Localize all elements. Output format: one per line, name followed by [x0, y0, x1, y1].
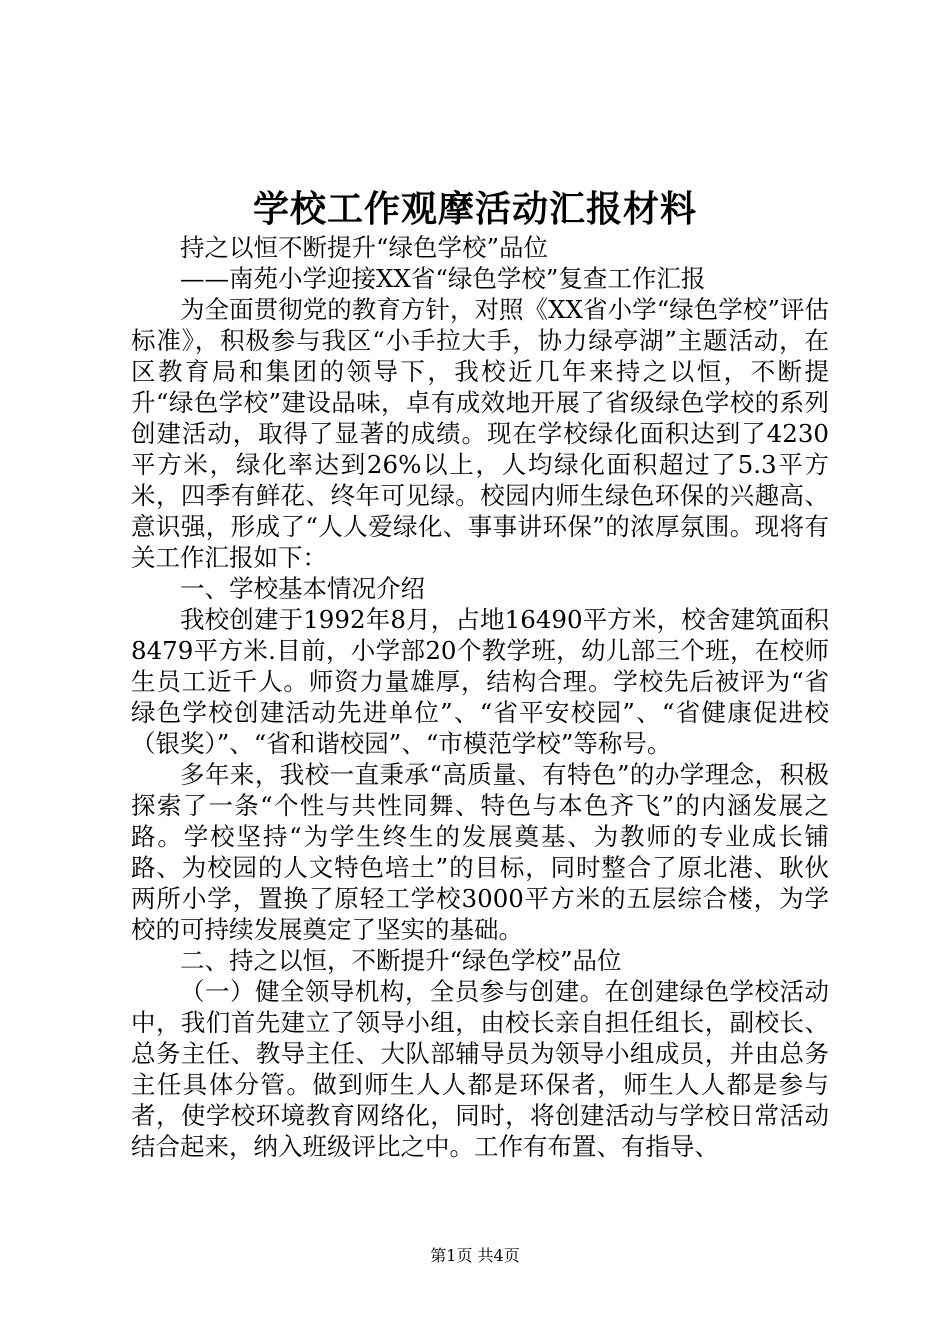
section-heading-2: 二、持之以恒，不断提升“绿色学校”品位 [180, 946, 622, 975]
page-number-footer: 第1页 共4页 [430, 1246, 520, 1265]
subtitle-line: 持之以恒不断提升“绿色学校”品位 [180, 233, 549, 262]
paragraph-leadership: （一）健全领导机构，全员参与创建。在创建绿色学校活动中，我们首先建立了领导小组，由校长亲自担任组长，副校长、总务主任、教导主任、大队部辅导员为领导小组成员，并由总务主任具体分管。做到师生人人都是环保者，师生人人都是参与者，使学校环境教育网络化，同时，将创建活动与学校日常活动结合起来，纳入班级评比之中。工作有布置、有指导、 [131, 977, 829, 1161]
document-body [131, 232, 829, 1162]
paragraph-school-info: 我校创建于1992年8月，占地16490平方米，校舍建筑面积8479平方米.目前，小学部20个教学班，幼儿部三个班，在校师生员工近千人。师资力量雄厚，结构合理。学校先后被评为“省绿色学校创建活动先进单位”、“省平安校园”、“省健康促进校（银奖）”、“省和谐校园”、“市模范学校”等称号。 [131, 605, 829, 758]
document-title: 学校工作观摩活动汇报材料 [252, 188, 697, 230]
paragraph-school-philosophy: 多年来，我校一直秉承“高质量、有特色”的办学理念，积极探索了一条“个性与共性同舞、特色与本色齐飞”的内涵发展之路。学校坚持“为学生终生的发展奠基、为教师的专业成长铺路、为校园的人文特色培土”的目标，同时整合了原北港、耿伙两所小学，置换了原轻工学校3000平方米的五层综合楼，为学校的可持续发展奠定了坚实的基础。 [131, 760, 829, 944]
paragraph-intro: 为全面贯彻党的教育方针，对照《XX省小学“绿色学校”评估标准》，积极参与我区“小手拉大手，协力绿亭湖”主题活动，在区教育局和集团的领导下，我校近几年来持之以恒，不断提升“绿色学校”建设品味，卓有成效地开展了省级绿色学校的系列创建活动，取得了显著的成绩。现在学校绿化面积达到了4230平方米，绿化率达到26%以上，人均绿化面积超过了5.3平方米，四季有鲜花、终年可见绿。校园内师生绿色环保的兴趣高、意识强，形成了“人人爱绿化、事事讲环保”的浓厚氛围。现将有关工作汇报如下： [131, 295, 829, 572]
section-heading-1: 一、学校基本情况介绍 [180, 574, 425, 603]
subtitle-byline: ——南苑小学迎接XX省“绿色学校”复查工作汇报 [180, 264, 706, 293]
